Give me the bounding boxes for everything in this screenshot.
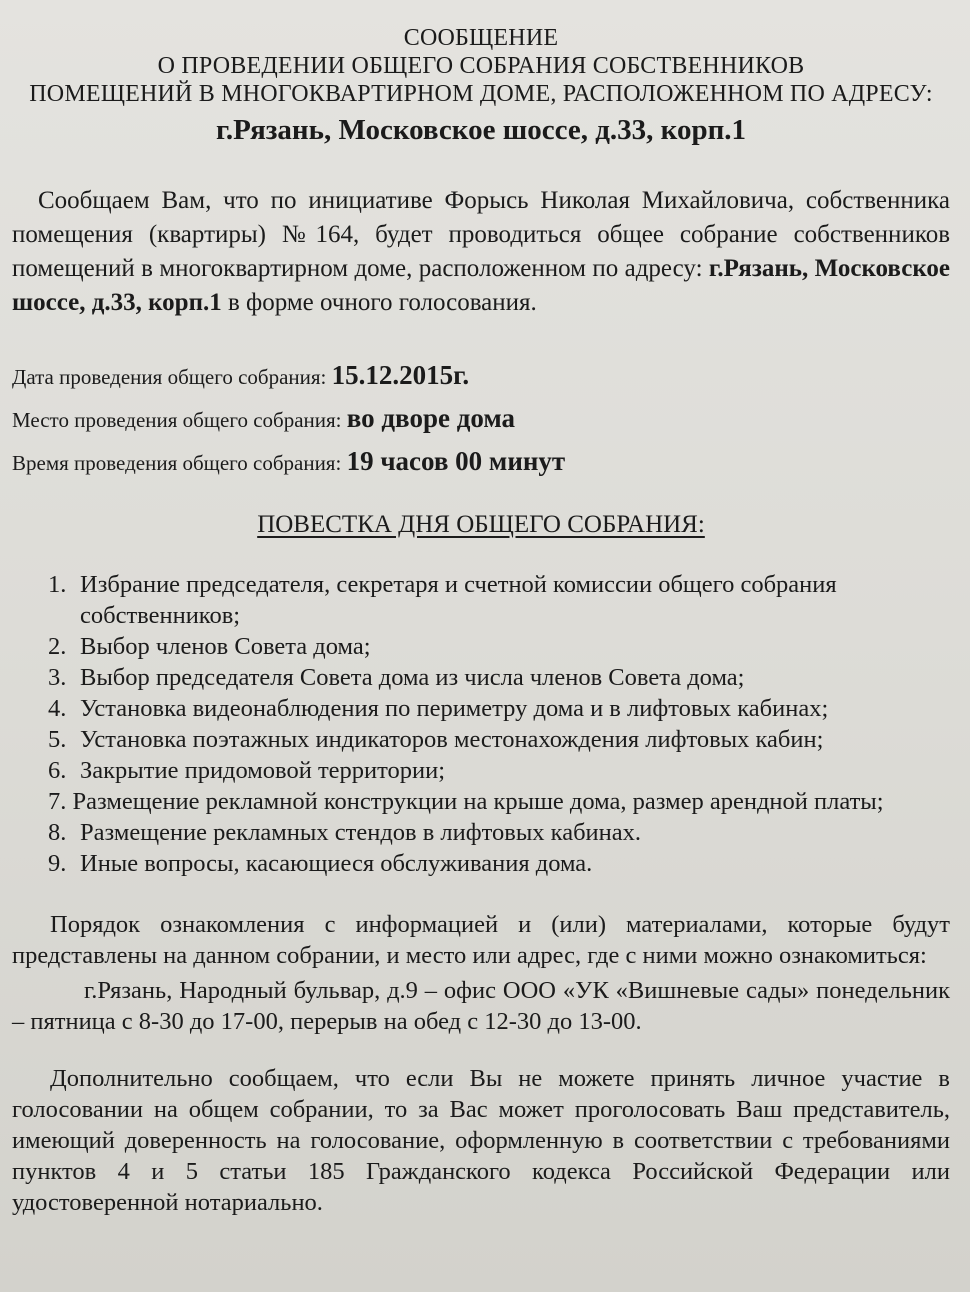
agenda-title: ПОВЕСТКА ДНЯ ОБЩЕГО СОБРАНИЯ:: [257, 511, 705, 538]
notice-subtitle-1: О ПРОВЕДЕНИИ ОБЩЕГО СОБРАНИЯ СОБСТВЕННИКОВ: [157, 53, 805, 79]
meeting-date-label: Дата проведения общего собрания:: [12, 365, 332, 389]
agenda-item: [12, 662, 950, 693]
intro-text-before: Сообщаем Вам, что по инициативе Форысь Николая Михайловича, собственника помещения (квартиры) №164, будет проводиться общее собрание собственников помещений в многоквартирном доме, расположенном по адресу:: [12, 187, 950, 282]
intro-address: г.Рязань, Московское шоссе, д.33, корп.1: [12, 255, 951, 316]
agenda-item: [12, 631, 950, 662]
meeting-place-value: во дворе дома: [346, 403, 516, 433]
meeting-place-label: Место проведения общего собрания:: [12, 408, 347, 432]
agenda-item-text: Установка поэтажных индикаторов местонахождения лифтовых кабин;: [80, 726, 824, 753]
agenda-item-number: 3.: [48, 664, 67, 691]
notice-address: г.Рязань, Московское шоссе, д.33, корп.1: [215, 114, 747, 146]
meeting-date-value: 15.12.2015г.: [331, 360, 470, 390]
agenda-item: [12, 786, 950, 817]
agenda-item-number: 5.: [48, 726, 67, 753]
agenda-item-number: 1.: [48, 571, 67, 598]
office-address-paragraph: г.Рязань, Народный бульвар, д.9 – офис ООО «УК «Вишневые сады» понедельник – пятница с 8-30 до 17-00, перерыв на обед с 12-30 до 13-00.: [12, 977, 950, 1035]
meeting-date-row: [12, 356, 950, 399]
agenda-item-number: 4.: [48, 695, 67, 722]
notice-header: [12, 24, 950, 150]
notice-subtitle-2: ПОМЕЩЕНИЙ В МНОГОКВАРТИРНОМ ДОМЕ, РАСПОЛОЖЕННОМ ПО АДРЕСУ:: [29, 81, 933, 107]
agenda-item-text: Выбор председателя Совета дома из числа членов Совета дома;: [80, 664, 745, 691]
agenda-item: [12, 569, 950, 631]
proxy-paragraph: Дополнительно сообщаем, что если Вы не можете принять личное участие в голосовании на общем собрании, то за Вас может проголосовать Ваш представитель, имеющий доверенность на голосование, оформленную в соответствии с требованиями пунктов 4 и 5 статьи 185 Гражданского кодекса Российской Федерации или удостоверенной нотариально.: [12, 1065, 950, 1216]
agenda-item-text: Выбор членов Совета дома;: [80, 633, 371, 660]
agenda-item-number: 8.: [48, 819, 67, 846]
meeting-place-row: [12, 399, 950, 442]
meeting-details: [12, 356, 950, 485]
agenda-item-text: Установка видеонаблюдения по периметру дома и в лифтовых кабинах;: [80, 695, 829, 722]
agenda-item-number: 7.: [48, 788, 67, 815]
agenda-item-text: Иные вопросы, касающиеся обслуживания дома.: [80, 850, 593, 877]
agenda-item-text: Размещение рекламных стендов в лифтовых кабинах.: [80, 819, 642, 846]
agenda-item: [12, 693, 950, 724]
agenda-item-text: Размещение рекламной конструкции на крыше дома, размер арендной платы;: [72, 788, 884, 815]
agenda-item: [12, 724, 950, 755]
meeting-time-value: 19 часов 00 минут: [346, 446, 566, 476]
intro-text-after: в форме очного голосования.: [221, 289, 537, 316]
agenda-item: [12, 848, 950, 879]
meeting-time-label: Время проведения общего собрания:: [12, 451, 347, 475]
agenda-item: [12, 755, 950, 786]
agenda-item: [12, 817, 950, 848]
materials-paragraph: Порядок ознакомления с информацией и (или) материалами, которые будут представлены на данном собрании, и место или адрес, где с ними можно ознакомиться:: [12, 911, 950, 969]
agenda-item-text: Избрание председателя, секретаря и счетной комиссии общего собрания собственников;: [80, 571, 837, 629]
agenda-item-text: Закрытие придомовой территории;: [80, 757, 446, 784]
agenda-item-number: 9.: [48, 850, 67, 877]
intro-paragraph: [12, 184, 950, 320]
agenda-list: [12, 569, 950, 879]
agenda-item-number: 6.: [48, 757, 67, 784]
meeting-time-row: [12, 442, 950, 485]
agenda-item-number: 2.: [48, 633, 67, 660]
notice-title: СООБЩЕНИЕ: [403, 25, 559, 51]
